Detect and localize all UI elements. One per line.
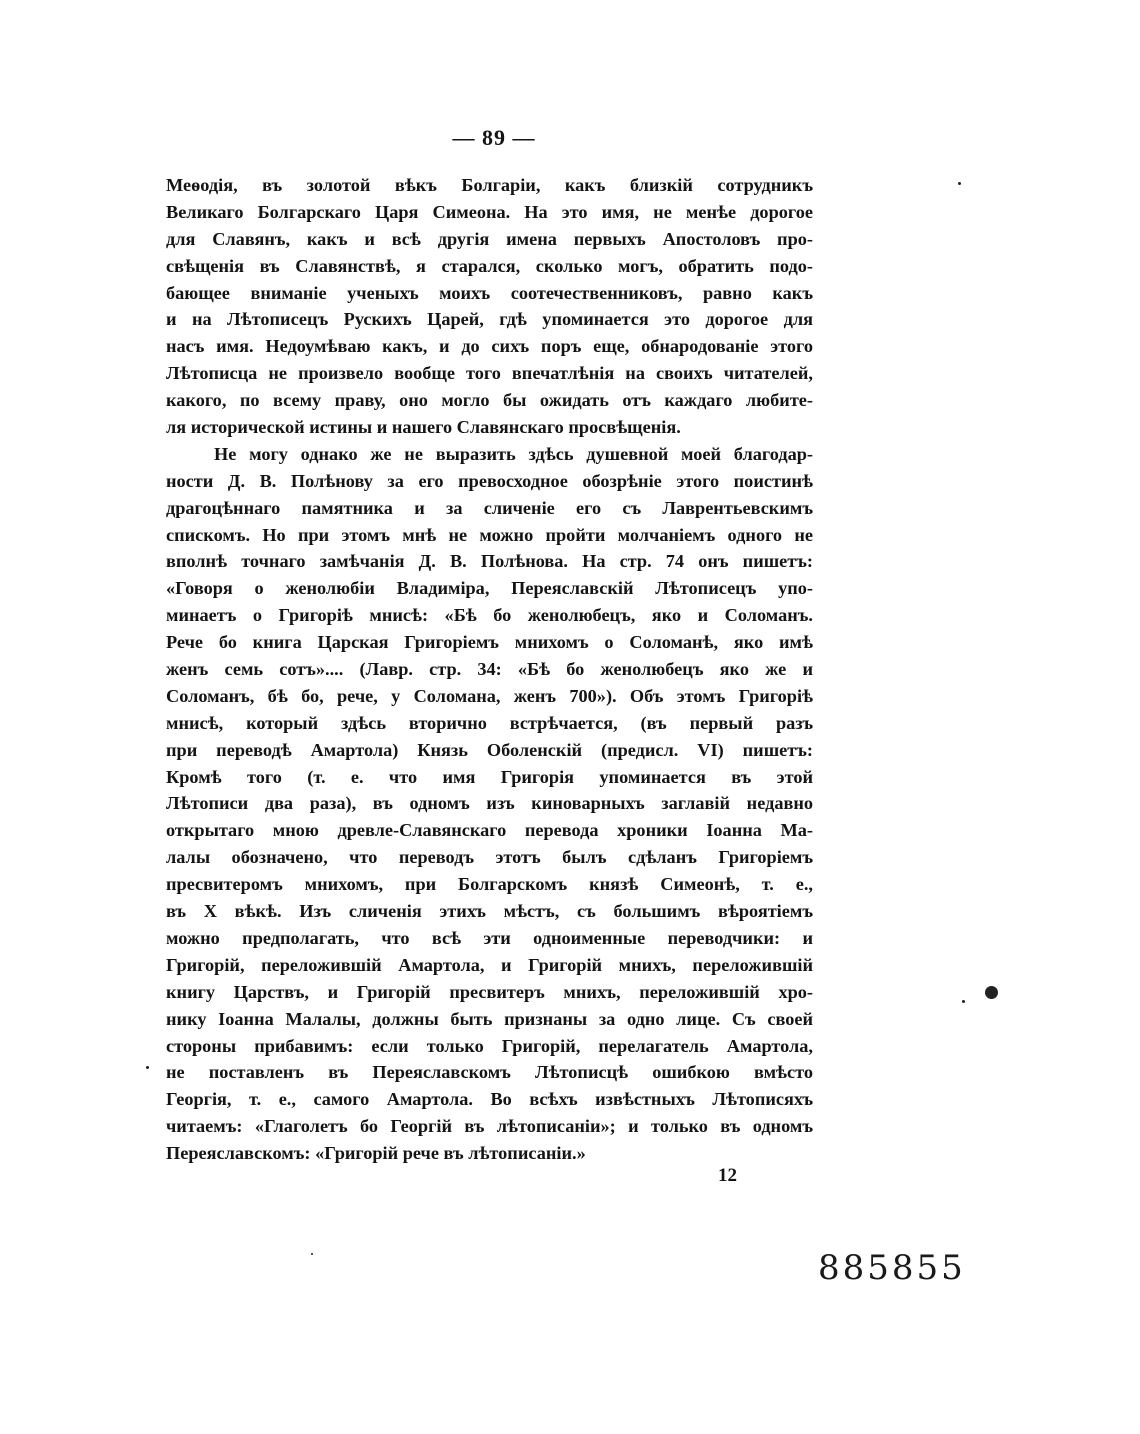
text-line: Переяславскомъ: «Григорій рече въ лѣтописаніи.» [166, 1143, 586, 1164]
text-line: Великаго Болгарскаго Царя Симеона. На это имя, не менѣе дорогое [166, 201, 813, 222]
text-line: пресвитеромъ мнихомъ, при Болгарскомъ князѣ Симеонѣ, т. е., [166, 874, 813, 895]
text-line: минаетъ о Григоріѣ мнисѣ: «Бѣ бо женолюбецъ, яко и Соломанъ. [166, 605, 813, 626]
text-line: Георгія, т. е., самого Амартола. Во всѣхъ извѣстныхъ Лѣтописяхъ [166, 1089, 813, 1110]
scan-speck [146, 1066, 149, 1069]
text-line: мнисѣ, который здѣсь вторично встрѣчается, (въ первый разъ [166, 712, 813, 733]
text-line: можно предполагать, что всѣ эти одноименные переводчики: и [166, 927, 813, 948]
text-line: читаемъ: «Глаголетъ бо Георгій въ лѣтописаніи»; и только въ одномъ [166, 1116, 813, 1137]
text-line: и на Лѣтописецъ Рускихъ Царей, гдѣ упоминается это дорогое для [166, 309, 813, 330]
text-line: драгоцѣннаго памятника и за сличеніе его съ Лаврентьевскимъ [166, 497, 813, 518]
scan-speck [985, 986, 998, 999]
text-line: не поставленъ въ Переяславскомъ Лѣтописцѣ ошибкою вмѣсто [166, 1062, 813, 1083]
text-line: «Говоря о женолюбіи Владиміра, Переяславскій Лѣтописецъ упо- [166, 578, 813, 599]
scan-speck [958, 182, 961, 185]
text-line: открытаго мною древле-Славянскаго перевода хроники Іоанна Ма- [166, 820, 813, 841]
text-line: стороны прибавимъ: если только Григорій, перелагатель Амартола, [166, 1035, 813, 1056]
text-line: лалы обозначено, что переводъ этотъ былъ сдѣланъ Григоріемъ [166, 847, 813, 868]
text-line: какого, по всему праву, оно могло бы ожидать отъ каждаго любите- [166, 390, 813, 411]
text-line: ля исторической истины и нашего Славянскаго просвѣщенія. [166, 417, 681, 438]
text-line: вполнѣ точнаго замѣчанія Д. В. Полѣнова. На стр. 74 онъ пишетъ: [166, 551, 813, 572]
signature-mark: 12 [718, 1165, 737, 1186]
text-line: нику Іоанна Малалы, должны быть признаны за одно лице. Съ своей [166, 1008, 813, 1029]
text-line: свѣщенія въ Славянствѣ, я старался, сколько могъ, обратить подо- [166, 255, 813, 276]
text-line: Григорій, переложившій Амартола, и Григорій мнихъ, переложившій [166, 954, 813, 975]
text-line: спискомъ. Но при этомъ мнѣ не можно пройти молчаніемъ одного не [166, 524, 813, 545]
body-text [166, 172, 813, 1167]
text-line: Кромѣ того (т. е. что имя Григорія упоминается въ этой [166, 766, 813, 787]
text-line: Соломанъ, бѣ бо, рече, у Соломана, женъ 700»). Объ этомъ Григоріѣ [166, 685, 813, 706]
text-line: ности Д. В. Полѣнову за его превосходное обозрѣніе этого поистинѣ [166, 470, 813, 491]
scan-speck [311, 1253, 313, 1255]
text-line: при переводѣ Амартола) Князь Оболенскій (предисл. VI) пишетъ: [166, 739, 813, 760]
scan-speck [962, 1000, 965, 1003]
text-line: женъ семь сотъ».... (Лавр. стр. 34: «Бѣ бо женолюбецъ яко же и [166, 659, 813, 680]
stamp-number: 885855 [818, 1248, 966, 1288]
text-line: бающее вниманіе ученыхъ моихъ соотечественниковъ, равно какъ [166, 282, 813, 303]
text-line: Не могу однако же не выразить здѣсь душевной моей благодар- [214, 443, 813, 464]
text-line: въ X вѣкѣ. Изъ сличенія этихъ мѣстъ, съ большимъ вѣроятіемъ [166, 901, 813, 922]
page-number: — 89 — [452, 125, 536, 150]
text-line: насъ имя. Недоумѣваю какъ, и до сихъ поръ еще, обнародованіе этого [166, 336, 813, 357]
text-line: Рече бо книга Царская Григоріемъ мнихомъ о Соломанѣ, яко имѣ [166, 632, 813, 653]
text-line: для Славянъ, какъ и всѣ другія имена первыхъ Апостоловъ про- [166, 228, 813, 249]
text-line: книгу Царствъ, и Григорій пресвитеръ мнихъ, переложившій хро- [166, 981, 813, 1002]
text-line: Лѣтописи два раза), въ одномъ изъ киноварныхъ заглавій недавно [166, 793, 813, 814]
text-line: Лѣтописца не произвело вообще того впечатлѣнія на своихъ читателей, [166, 363, 813, 384]
text-line: Меѳодія, въ золотой вѣкъ Болгаріи, какъ близкій сотрудникъ [166, 175, 813, 195]
